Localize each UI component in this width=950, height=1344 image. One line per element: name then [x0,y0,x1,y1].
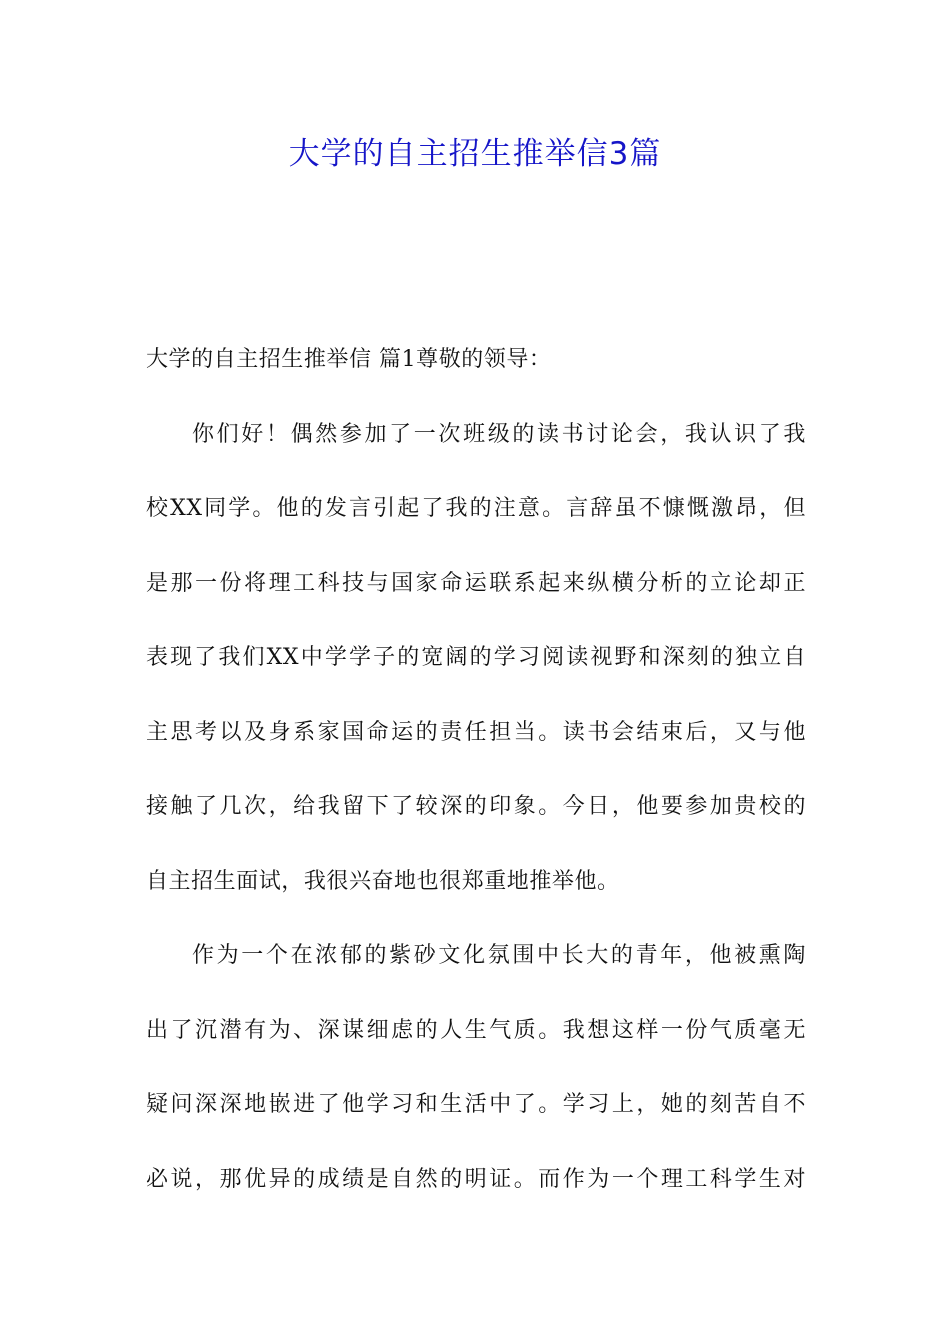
paragraph-line: 必说，那优异的成绩是自然的明证。而作为一个理工科学生对 [146,1166,806,1192]
salutation-line: 大学的自主招生推举信 篇1尊敬的领导： [146,347,552,372]
paragraph-line: 是那一份将理工科技与国家命运联系起来纵横分析的立论却正 [146,570,806,596]
paragraph-line: 校XX同学。他的发言引起了我的注意。言辞虽不慷慨激昂，但 [146,496,806,521]
paragraph-line: 表现了我们XX中学学子的宽阔的学习阅读视野和深刻的独立自 [146,645,806,670]
paragraph-line: 自主招生面试，我很兴奋地也很郑重地推举他。 [146,868,620,894]
paragraph-line: 疑问深深地嵌进了他学习和生活中了。学习上，她的刻苦自不 [146,1092,806,1117]
document-body [146,336,806,1230]
paragraph-line: 接触了几次，给我留下了较深的印象。今日，他要参加贵校的 [146,794,806,819]
document-title: 大学的自主招生推举信3篇 [288,136,662,172]
paragraph-line: 作为一个在浓郁的紫砂文化氛围中长大的青年，他被熏陶 [192,943,806,968]
paragraph-line: 你们好！偶然参加了一次班级的读书讨论会，我认识了我 [192,421,806,447]
paragraph-line: 主思考以及身系家国命运的责任担当。读书会结束后，又与他 [146,719,806,745]
paragraph-line: 出了沉潜有为、深谋细虑的人生气质。我想这样一份气质毫无 [146,1017,806,1043]
